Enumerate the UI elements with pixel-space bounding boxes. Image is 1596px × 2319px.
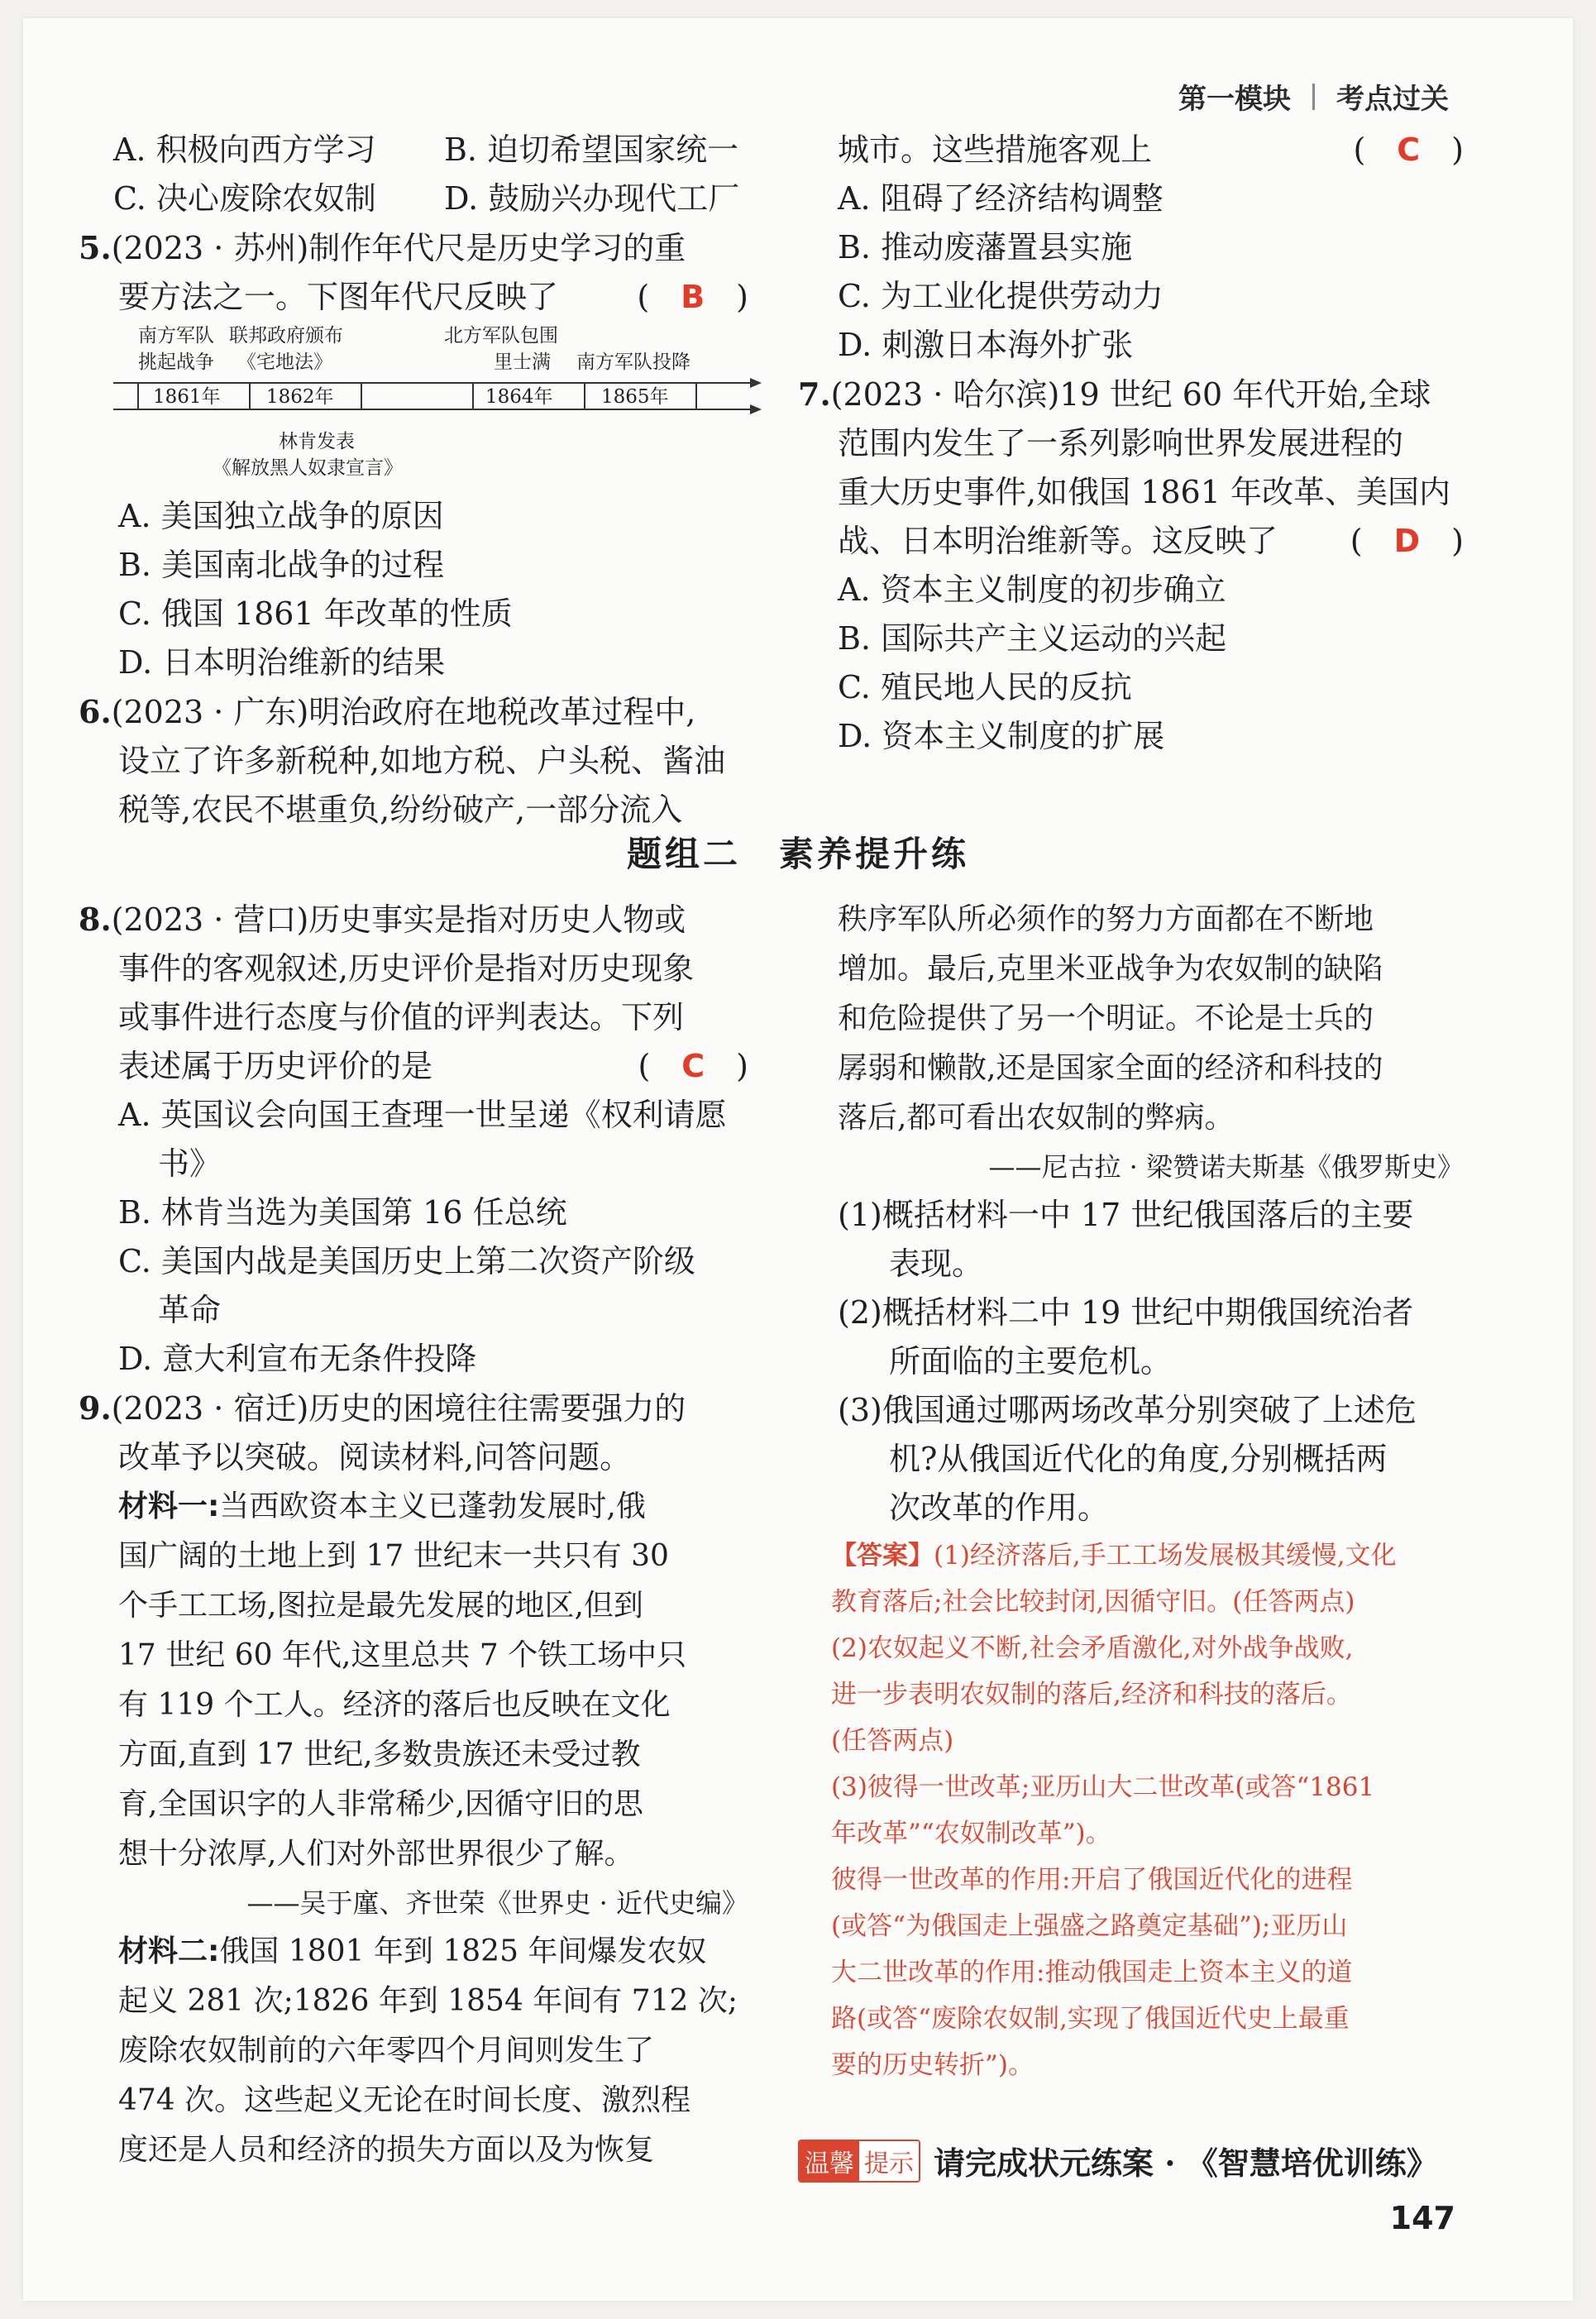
m2c-line-2: 增加。最后,克里米亚战争为农奴制的缺陷 — [838, 952, 1383, 986]
q7-option-c: C. 殖民地人民的反抗 — [838, 669, 1132, 705]
m1-label: 材料一: — [118, 1489, 220, 1523]
sub-q2-line-2: 所面临的主要危机。 — [889, 1343, 1173, 1379]
timeline-arrow-bottom — [750, 404, 762, 414]
q8-option-d: D. 意大利宣布无条件投降 — [118, 1341, 477, 1377]
q5-line-1 — [79, 223, 748, 273]
q6-line-3: 税等,农民不堪重负,纷纷破产,一部分流入 — [118, 791, 683, 828]
tip-badge-warm: 温馨 — [800, 2141, 859, 2181]
timeline-figure — [113, 323, 767, 489]
m1-text-1: 当西欧资本主义已蓬勃发展时,俄 — [219, 1489, 646, 1523]
q6-option-a: A. 阻碍了经济结构调整 — [838, 180, 1164, 217]
sub-q3-line-1: (3)俄国通过哪两场改革分别突破了上述危 — [838, 1392, 1417, 1428]
tip-banner — [798, 2138, 1464, 2183]
q8-option-c-2: 革命 — [158, 1292, 222, 1328]
m1-line-4: 17 世纪 60 年代,这里总共 7 个铁工场中只 — [118, 1638, 687, 1672]
q4-options-row-1 — [79, 126, 748, 175]
right-top-column — [798, 126, 1464, 761]
tl-year-1862: 1862年 — [266, 386, 334, 408]
m2-line-5: 度还是人员和经济的损失方面以及为恢复 — [118, 2133, 655, 2167]
m2-label: 材料二: — [118, 1934, 220, 1968]
q8-number: 8. — [79, 901, 112, 938]
m2-source: ——尼古拉 · 梁赞诺夫斯基《俄罗斯史》 — [988, 1151, 1464, 1183]
q8-text-4: 表述属于历史评价的是 — [118, 1048, 433, 1084]
m2-line-4: 474 次。这些起义无论在时间长度、激烈程 — [118, 2083, 691, 2117]
answer-line-2: 教育落后;社会比较封闭,因循守旧。(任答两点) — [831, 1587, 1355, 1617]
tip-badge — [798, 2140, 920, 2183]
q5-option-a: A. 美国独立战争的原因 — [118, 498, 444, 534]
answer-line-7: 年改革”“农奴制改革”)。 — [831, 1819, 1111, 1848]
answer-line-5: (任答两点) — [831, 1726, 954, 1756]
tl-label-homestead: 《宅地法》 — [237, 351, 332, 373]
tl-label-start-war: 挑起战争 — [138, 351, 214, 373]
q6-cont-line — [798, 126, 1464, 175]
m2c-line-1: 秩序军队所必须作的努力方面都在不断地 — [838, 902, 1374, 936]
q8-line-3: 或事件进行态度与价值的评判表达。下列 — [118, 999, 685, 1035]
q5-answer-paren: ( B ) — [637, 279, 748, 315]
page-header — [1178, 76, 1449, 117]
tl-year-1861: 1861年 — [153, 386, 221, 408]
q8-option-c-1: C. 美国内战是美国历史上第二次资产阶级 — [118, 1243, 695, 1279]
q6-line-2: 设立了许多新税种,如地方税、户头税、酱油 — [118, 743, 726, 779]
q4-option-b: B. 迫切希望国家统一 — [444, 131, 739, 168]
right-bottom-column — [798, 895, 1464, 2088]
q6-cont-text: 城市。这些措施客观上 — [838, 131, 1153, 168]
q5-line-2 — [79, 273, 748, 322]
m2-text-1: 俄国 1801 年到 1825 年间爆发农奴 — [219, 1934, 707, 1968]
m1-source: ——吴于廑、齐世荣《世界史 · 近代史编》 — [246, 1887, 748, 1919]
m2-line-1 — [118, 1927, 748, 1977]
q6-answer: C — [1397, 131, 1421, 168]
q8-answer-paren: ( C ) — [638, 1048, 748, 1084]
sub-q2-line-1: (2)概括材料二中 19 世纪中期俄国统治者 — [838, 1294, 1414, 1331]
answer-line-3: (2)农奴起义不断,社会矛盾激化,对外战争战败, — [831, 1633, 1354, 1663]
q8-answer: C — [681, 1048, 705, 1084]
q7-option-b: B. 国际共产主义运动的兴起 — [838, 620, 1227, 657]
m2-line-3: 废除农奴制前的六年零四个月间则发生了 — [118, 2034, 655, 2068]
left-bottom-column — [79, 895, 748, 2175]
q6-answer-paren: ( C ) — [1353, 131, 1464, 168]
answer-line-9: (或答“为俄国走上强盛之路奠定基础”);亚历山 — [831, 1911, 1348, 1941]
q7-option-a: A. 资本主义制度的初步确立 — [838, 571, 1226, 608]
q7-line-3: 重大历史事件,如俄国 1861 年改革、美国内 — [838, 474, 1450, 510]
m1-line-5: 有 119 个工人。经济的落后也反映在文化 — [118, 1688, 671, 1722]
m2-line-2: 起义 281 次;1826 年到 1854 年间有 712 次; — [118, 1984, 738, 2018]
timeline-arrow-top — [750, 378, 762, 388]
tl-label-south-army: 南方军队 — [138, 325, 214, 347]
q7-line-2: 范围内发生了一系列影响世界发展进程的 — [838, 425, 1404, 461]
tl-label-north-siege: 北方军队包围 — [444, 325, 558, 347]
q4-option-d: D. 鼓励兴办现代工厂 — [444, 180, 740, 217]
tip-badge-hint: 提示 — [859, 2141, 919, 2181]
tl-year-1864: 1864年 — [485, 386, 553, 408]
answer-text-1: (1)经济落后,手工工场发展极其缓慢,文化 — [934, 1541, 1397, 1571]
header-divider — [1312, 84, 1315, 110]
m2c-line-3: 和危险提供了另一个明证。不论是士兵的 — [838, 1002, 1374, 1035]
q4-option-a: A. 积极向西方学习 — [113, 131, 376, 168]
m1-line-6: 方面,直到 17 世纪,多数贵族还未受过教 — [118, 1738, 641, 1772]
q7-text-4: 战、日本明治维新等。这反映了 — [838, 523, 1278, 559]
q9-number: 9. — [79, 1389, 112, 1427]
q7-answer: D — [1393, 523, 1421, 559]
q7-text-1: (2023 · 哈尔滨)19 世纪 60 年代开始,全球 — [830, 376, 1431, 413]
material-one — [79, 1482, 748, 2175]
module-label: 第一模块 — [1178, 83, 1291, 116]
q6-line-1 — [79, 687, 748, 737]
q7-number: 7. — [798, 375, 831, 413]
answer-line-10: 大二世改革的作用:推动俄国走上资本主义的道 — [831, 1958, 1353, 1987]
q6-text-1: (2023 · 广东)明治政府在地税改革过程中, — [111, 694, 696, 730]
answer-line-11: 路(或答“废除农奴制,实现了俄国近代史上最重 — [831, 2004, 1350, 2034]
q6-option-b: B. 推动废藩置县实施 — [838, 229, 1133, 265]
q7-answer-paren: ( D ) — [1350, 523, 1464, 559]
tl-label-lincoln: 林肯发表 — [279, 431, 355, 452]
tl-label-richmond: 里士满 — [494, 351, 551, 373]
q9-line-1 — [79, 1384, 748, 1433]
section-title: 题组二 素养提升练 — [626, 834, 969, 874]
q8-option-a-2: 书》 — [158, 1145, 222, 1182]
page-number: 147 — [1389, 2200, 1455, 2236]
q8-line-4 — [79, 1042, 748, 1091]
m1-line-1 — [118, 1482, 748, 1532]
tl-label-south-surrender: 南方军队投降 — [576, 351, 690, 373]
q5-option-b: B. 美国南北战争的过程 — [118, 547, 445, 583]
q8-text-1: (2023 · 营口)历史事实是指对历史人物或 — [111, 901, 686, 938]
q6-option-d: D. 刺激日本海外扩张 — [838, 327, 1134, 363]
q8-option-a-1: A. 英国议会向国王查理一世呈递《权利请愿 — [118, 1097, 727, 1133]
answer-line-6: (3)彼得一世改革;亚历山大二世改革(或答“1861 — [831, 1772, 1375, 1802]
answer-line-8: 彼得一世改革的作用:开启了俄国近代化的进程 — [831, 1865, 1353, 1895]
q8-line-2: 事件的客观叙述,历史评价是指对历史现象 — [118, 950, 695, 987]
q7-line-4 — [798, 517, 1464, 566]
m1-line-8: 想十分浓厚,人们对外部世界很少了解。 — [118, 1837, 634, 1871]
q9-text-1: (2023 · 宿迁)历史的困境往往需要强力的 — [111, 1390, 686, 1427]
q5-option-d: D. 日本明治维新的结果 — [118, 644, 446, 681]
answer-line-1 — [831, 1532, 1464, 1579]
q8-option-b: B. 林肯当选为美国第 16 任总统 — [118, 1194, 567, 1231]
q7-line-1 — [798, 370, 1464, 419]
q4-option-c: C. 决心废除农奴制 — [113, 180, 376, 217]
sub-q1-line-1: (1)概括材料一中 17 世纪俄国落后的主要 — [838, 1197, 1414, 1233]
sub-q3-line-3: 次改革的作用。 — [889, 1489, 1110, 1526]
m1-line-3: 个手工工场,图拉是最先发展的地区,但到 — [118, 1589, 643, 1623]
left-top-column — [79, 126, 748, 834]
q5-option-c: C. 俄国 1861 年改革的性质 — [118, 595, 513, 632]
tl-year-1865: 1865年 — [601, 386, 669, 408]
m1-line-2: 国广阔的土地上到 17 世纪末一共只有 30 — [118, 1539, 669, 1573]
q6-option-c: C. 为工业化提供劳动力 — [838, 278, 1164, 314]
tl-label-proclamation: 《解放黑人奴隶宣言》 — [213, 457, 403, 479]
answer-line-4: 进一步表明农奴制的落后,经济和科技的落后。 — [831, 1680, 1352, 1709]
tip-text: 请完成状元练案 · 《智慧培优训练》 — [934, 2144, 1438, 2182]
q5-text-1: (2023 · 苏州)制作年代尺是历史学习的重 — [111, 230, 686, 266]
tl-label-federal: 联邦政府颁布 — [229, 325, 343, 347]
answer-block — [798, 1532, 1464, 2088]
answer-line-12: 要的历史转折”)。 — [831, 2050, 1034, 2080]
answer-tag: 【答案】 — [831, 1541, 934, 1571]
material-two-cont — [798, 895, 1464, 1191]
q7-option-d: D. 资本主义制度的扩展 — [838, 718, 1165, 754]
m2c-line-5: 落后,都可看出农奴制的弊病。 — [838, 1101, 1235, 1135]
q4-options-row-2 — [79, 175, 748, 223]
m2c-line-4: 孱弱和懒散,还是国家全面的经济和科技的 — [838, 1051, 1383, 1085]
m1-line-7: 育,全国识字的人非常稀少,因循守旧的思 — [118, 1787, 643, 1821]
sub-q3-line-2: 机?从俄国近代化的角度,分别概括两 — [889, 1441, 1388, 1477]
q5-number: 5. — [79, 229, 112, 266]
q5-answer: B — [681, 279, 705, 315]
q8-line-1 — [79, 895, 748, 944]
q5-text-2: 要方法之一。下图年代尺反映了 — [118, 279, 559, 315]
sub-q1-line-2: 表现。 — [889, 1246, 984, 1282]
section-label: 考点过关 — [1336, 83, 1449, 116]
q9-line-2: 改革予以突破。阅读材料,问答问题。 — [118, 1439, 632, 1475]
q6-number: 6. — [79, 693, 112, 730]
